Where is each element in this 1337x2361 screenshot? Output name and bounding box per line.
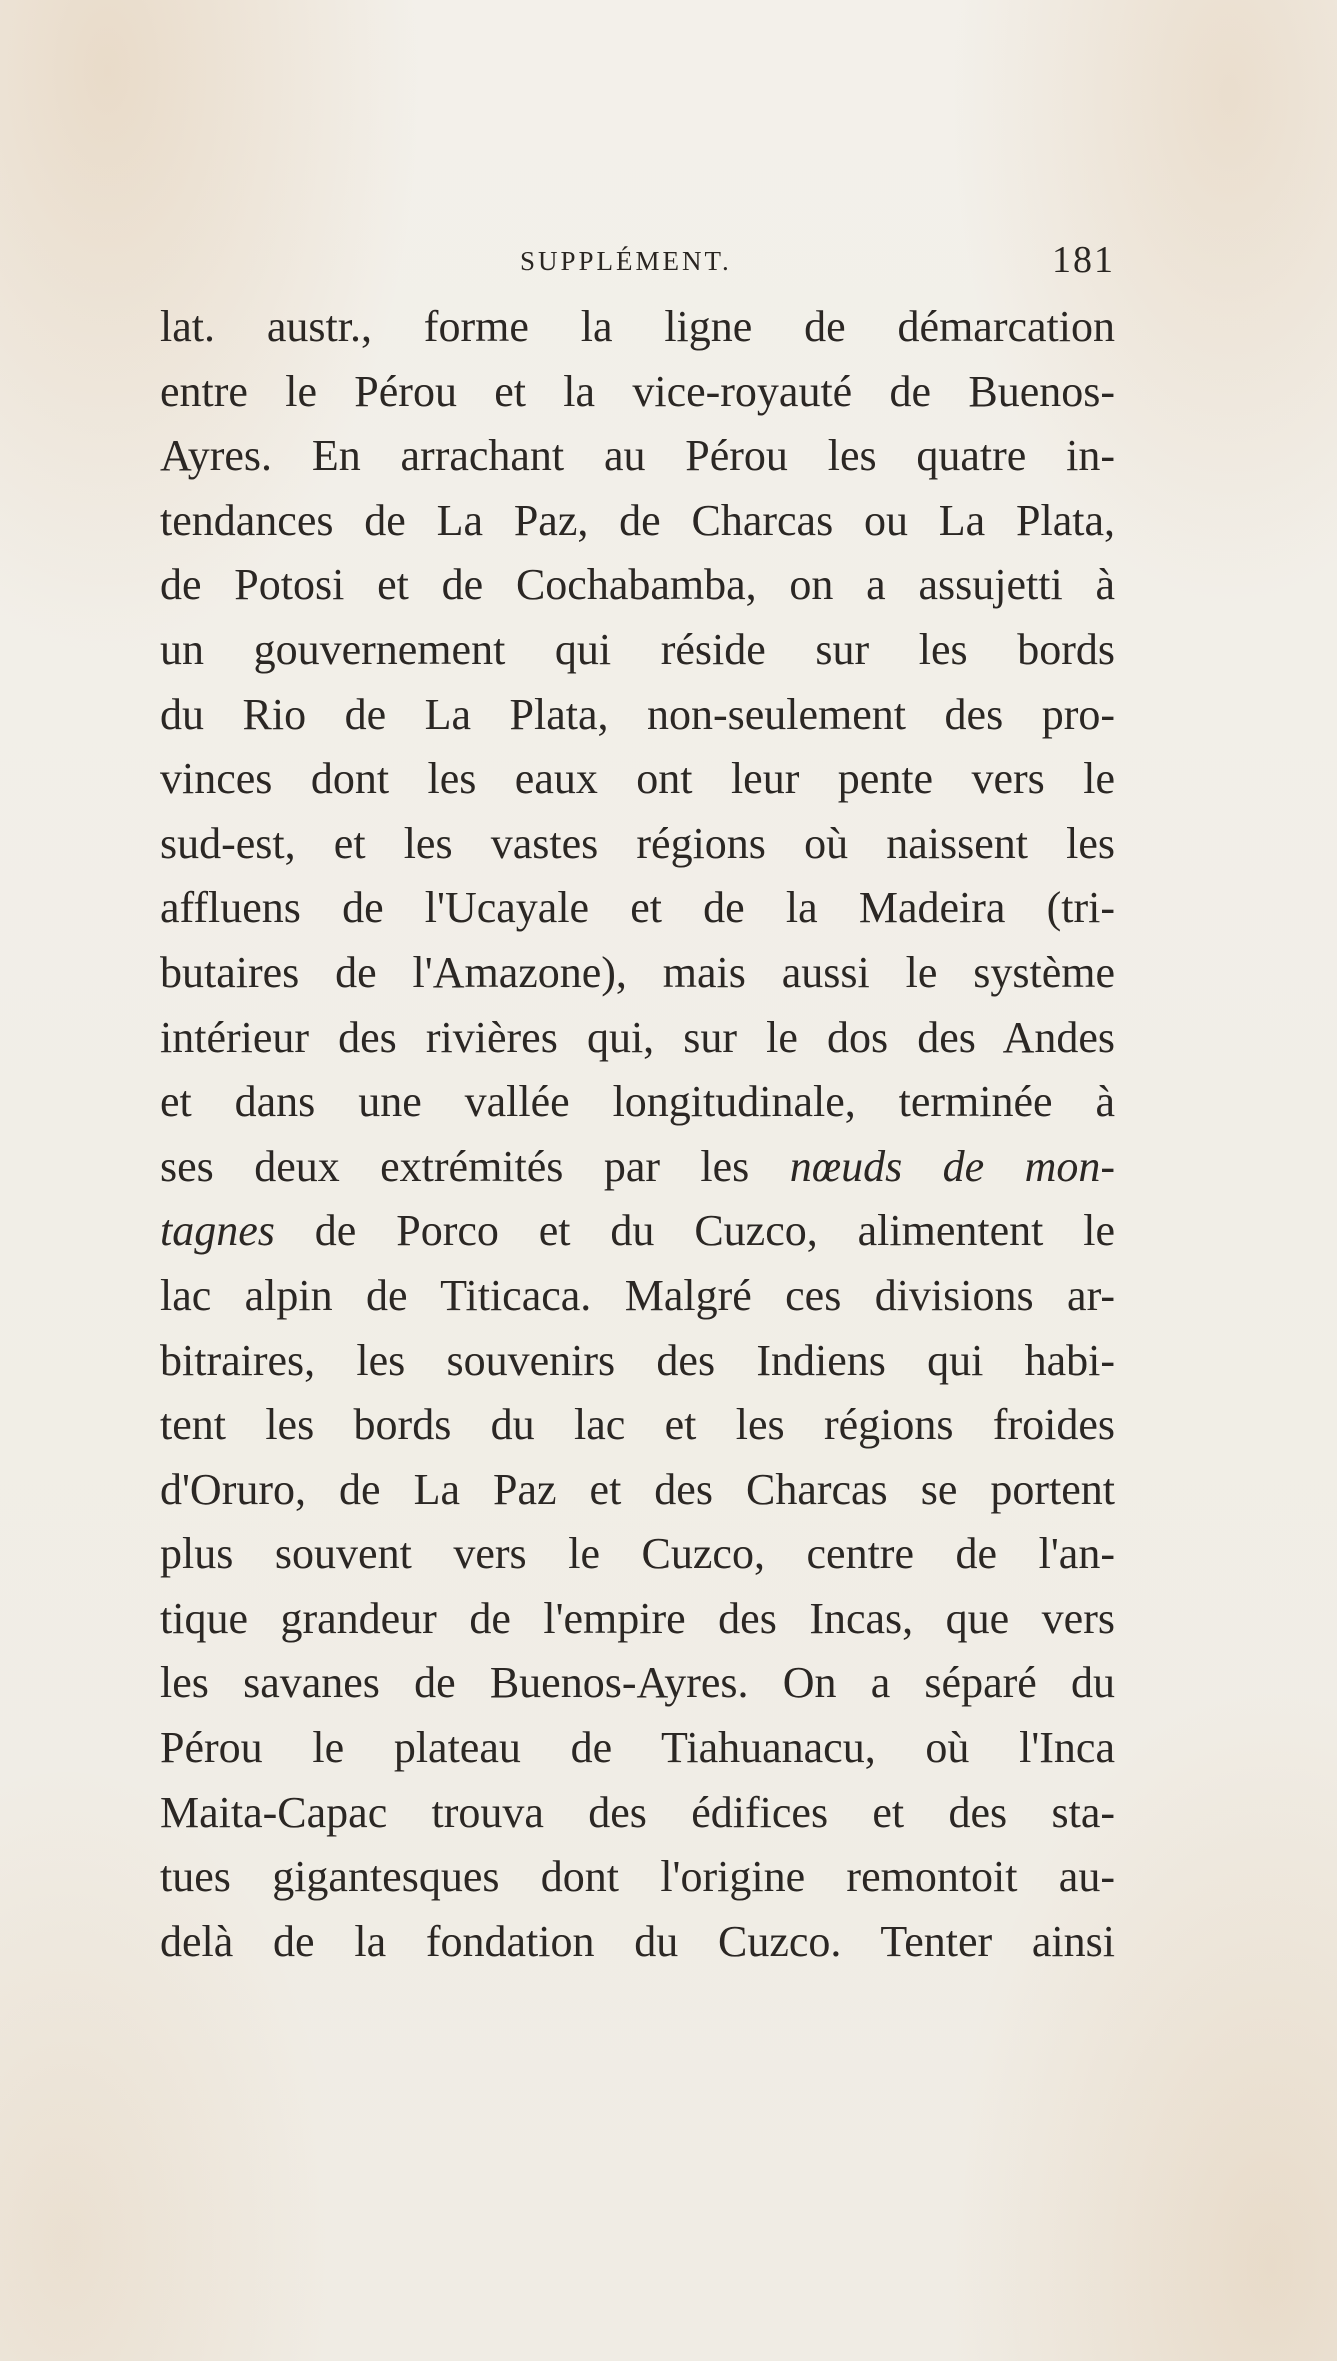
text-line: les savanes de Buenos-Ayres. On a séparé du xyxy=(160,1658,1115,1708)
text-line: un gouvernement qui réside sur les bords xyxy=(160,624,1115,674)
page-number: 181 xyxy=(1052,239,1115,281)
text-line: Pérou le plateau de Tiahuanacu, où l'Inca xyxy=(160,1723,1115,1773)
text-line-mixed xyxy=(160,1135,1115,1200)
text-line: delà de la fondation du Cuzco. Tenter ainsi xyxy=(160,1916,1115,1966)
text-line: bitraires, les souvenirs des Indiens qui habi- xyxy=(160,1335,1115,1385)
text-line: tent les bords du lac et les régions froides xyxy=(160,1400,1115,1450)
text-line: intérieur des rivières qui, sur le dos des Andes xyxy=(160,1012,1115,1062)
text-line: butaires de l'Amazone), mais aussi le système xyxy=(160,947,1115,997)
running-head xyxy=(160,240,1115,284)
body-text xyxy=(160,295,1115,1974)
text-line: affluens de l'Ucayale et de la Madeira (tri- xyxy=(160,883,1115,933)
text-line-mixed xyxy=(160,1199,1115,1264)
text-span: de Porco et du Cuzco, alimentent le xyxy=(314,1206,1115,1256)
text-line: entre le Pérou et la vice-royauté de Buenos- xyxy=(160,366,1115,416)
italic-term: tagnes xyxy=(160,1206,275,1256)
text-line: sud-est, et les vastes régions où naissent les xyxy=(160,818,1115,868)
text-line: Ayres. En arrachant au Pérou les quatre in- xyxy=(160,431,1115,481)
text-line: tique grandeur de l'empire des Incas, que vers xyxy=(160,1593,1115,1643)
text-line: du Rio de La Plata, non-seulement des pro- xyxy=(160,689,1115,739)
text-line: d'Oruro, de La Paz et des Charcas se portent xyxy=(160,1464,1115,1514)
text-line: et dans une vallée longitudinale, terminée à xyxy=(160,1077,1115,1127)
text-line: de Potosi et de Cochabamba, on a assujetti à xyxy=(160,560,1115,610)
text-line: plus souvent vers le Cuzco, centre de l'an- xyxy=(160,1529,1115,1579)
text-line: lac alpin de Titicaca. Malgré ces divisions ar- xyxy=(160,1270,1115,1320)
text-line: Maita-Capac trouva des édifices et des sta- xyxy=(160,1787,1115,1837)
text-line: tendances de La Paz, de Charcas ou La Plata, xyxy=(160,495,1115,545)
running-title: SUPPLÉMENT. xyxy=(520,246,732,276)
italic-term: nœuds de mon- xyxy=(789,1141,1115,1191)
text-line: lat. austr., forme la ligne de démarcation xyxy=(160,302,1115,351)
text-line: vinces dont les eaux ont leur pente vers le xyxy=(160,754,1115,804)
text-line: tues gigantesques dont l'origine remontoit au- xyxy=(160,1852,1115,1902)
text-span: ses deux extrémités par les xyxy=(160,1141,750,1191)
